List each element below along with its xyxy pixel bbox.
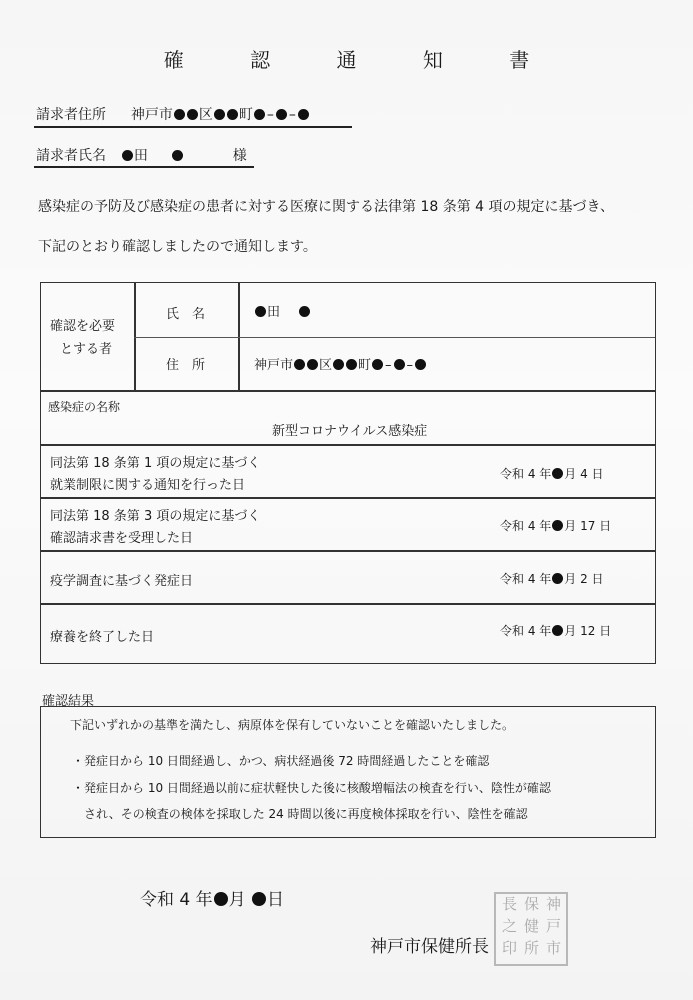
seal-char: 保 [522, 896, 540, 911]
requester-name-label: 請求者氏名 [36, 148, 106, 164]
subject-label-1: 確認を必要 [50, 319, 116, 334]
redaction-mark [307, 359, 318, 370]
seal-char: 市 [544, 940, 562, 955]
row-4-era: 令和 4 年 [500, 624, 552, 638]
row-4-day: 月 12 日 [564, 624, 612, 638]
row-2-era: 令和 4 年 [500, 519, 552, 533]
redaction-mark [346, 359, 357, 370]
redaction-mark [227, 109, 238, 120]
intro-line-1: 感染症の予防及び感染症の患者に対する医療に関する法律第 18 条第 4 項の規定に基づき、 [38, 199, 614, 215]
result-criterion-2-line-1: ・発症日から 10 日間経過以前に症状軽快した後に核酸増幅法の検査を行い、陰性が確認 [72, 781, 551, 795]
table-divider [40, 497, 655, 499]
row-3-label: 疫学調査に基づく発症日 [50, 574, 194, 589]
subject-label-2: とする者 [60, 342, 113, 357]
underline [34, 166, 254, 168]
table-divider [40, 603, 655, 605]
redaction-mark [415, 359, 426, 370]
seal-char: 長 [500, 896, 518, 911]
subject-name [254, 301, 311, 320]
address-label: 住 所 [166, 358, 206, 373]
underline [34, 126, 352, 128]
subject-address-city: 神戸市 [254, 358, 294, 373]
redaction-mark [172, 150, 183, 161]
requester-address-town: 町 [238, 107, 253, 123]
requester-address-ward: 区 [198, 107, 213, 123]
requester-name-surname: 田 [133, 148, 148, 164]
redaction-mark [333, 359, 344, 370]
requester-address-city: 神戸市 [130, 107, 173, 123]
row-1-label-2: 就業制限に関する通知を行った日 [50, 478, 246, 493]
redaction-mark [174, 109, 185, 120]
issue-date-month: 月 [228, 890, 246, 910]
seal-char: 所 [522, 940, 540, 955]
redaction-mark [372, 359, 383, 370]
redaction-mark [294, 359, 305, 370]
redaction-mark [298, 109, 309, 120]
subject-address-ward: 区 [319, 358, 333, 373]
subject-name-surname: 田 [267, 305, 281, 320]
redaction-mark [552, 468, 563, 479]
row-1-era: 令和 4 年 [500, 467, 552, 481]
redaction-mark [254, 109, 265, 120]
redaction-mark [255, 306, 266, 317]
row-1-date [500, 465, 604, 482]
row-3-era: 令和 4 年 [500, 572, 552, 586]
disease-label: 感染症の名称 [48, 400, 121, 414]
table-divider [40, 390, 655, 392]
table-divider [40, 444, 655, 446]
redaction-mark [122, 150, 133, 161]
result-heading: 確認結果 [42, 694, 95, 709]
row-3-day: 月 2 日 [564, 572, 604, 586]
document-title: 確 認 通 知 書 [163, 48, 560, 72]
table-divider [134, 282, 136, 390]
redaction-mark [552, 625, 563, 636]
subject-address: 神戸市 区 町 – – [254, 354, 427, 373]
seal-char: 戸 [544, 918, 562, 933]
issue-date [140, 885, 284, 910]
redaction-mark [276, 109, 287, 120]
redaction-mark [214, 892, 228, 906]
subject-address-town: 町 [358, 358, 372, 373]
redaction-mark [214, 109, 225, 120]
disease-value: 新型コロナウイルス感染症 [272, 424, 428, 439]
seal-char: 之 [500, 918, 518, 933]
seal-char: 神 [544, 896, 562, 911]
row-4-date [500, 622, 611, 639]
redaction-mark [187, 109, 198, 120]
row-2-label-2: 確認請求書を受理した日 [50, 531, 194, 546]
row-2-label-1: 同法第 18 条第 3 項の規定に基づく [50, 509, 261, 524]
issuer-name: 神戸市保健所長 [370, 937, 489, 957]
name-label: 氏 名 [166, 307, 206, 322]
requester-address-row: 請求者住所 神戸市 区 町 – – [36, 104, 310, 124]
seal-char: 健 [522, 918, 540, 933]
table-divider [40, 550, 655, 552]
row-4-label: 療養を終了した日 [50, 630, 155, 645]
seal-char: 印 [500, 940, 518, 955]
requester-address-label: 請求者住所 [36, 107, 106, 123]
result-criterion-2-line-2: され、その検査の検体を採取した 24 時間以後に再度検体採取を行い、陰性を確認 [84, 807, 528, 821]
row-1-label-1: 同法第 18 条第 1 項の規定に基づく [50, 456, 261, 471]
honorific: 様 [232, 148, 247, 164]
official-seal [494, 892, 568, 966]
intro-line-2: 下記のとおり確認しましたので通知します。 [38, 239, 317, 255]
result-criterion-1: ・発症日から 10 日間経過し、かつ、病状経過後 72 時間経過したことを確認 [72, 754, 490, 768]
requester-name-row [36, 145, 247, 165]
redaction-mark [299, 306, 310, 317]
table-divider [238, 282, 240, 390]
row-1-day: 月 4 日 [564, 467, 604, 481]
redaction-mark [552, 573, 563, 584]
row-2-date [500, 517, 611, 534]
issue-date-day: 日 [267, 890, 285, 910]
row-3-date [500, 570, 604, 587]
redaction-mark [552, 520, 563, 531]
redaction-mark [394, 359, 405, 370]
row-2-day: 月 17 日 [564, 519, 612, 533]
issue-date-era: 令和 4 年 [140, 890, 213, 910]
result-intro: 下記いずれかの基準を満たし、病原体を保有していないことを確認いたしました。 [70, 718, 515, 732]
redaction-mark [252, 892, 266, 906]
table-divider [134, 337, 655, 338]
